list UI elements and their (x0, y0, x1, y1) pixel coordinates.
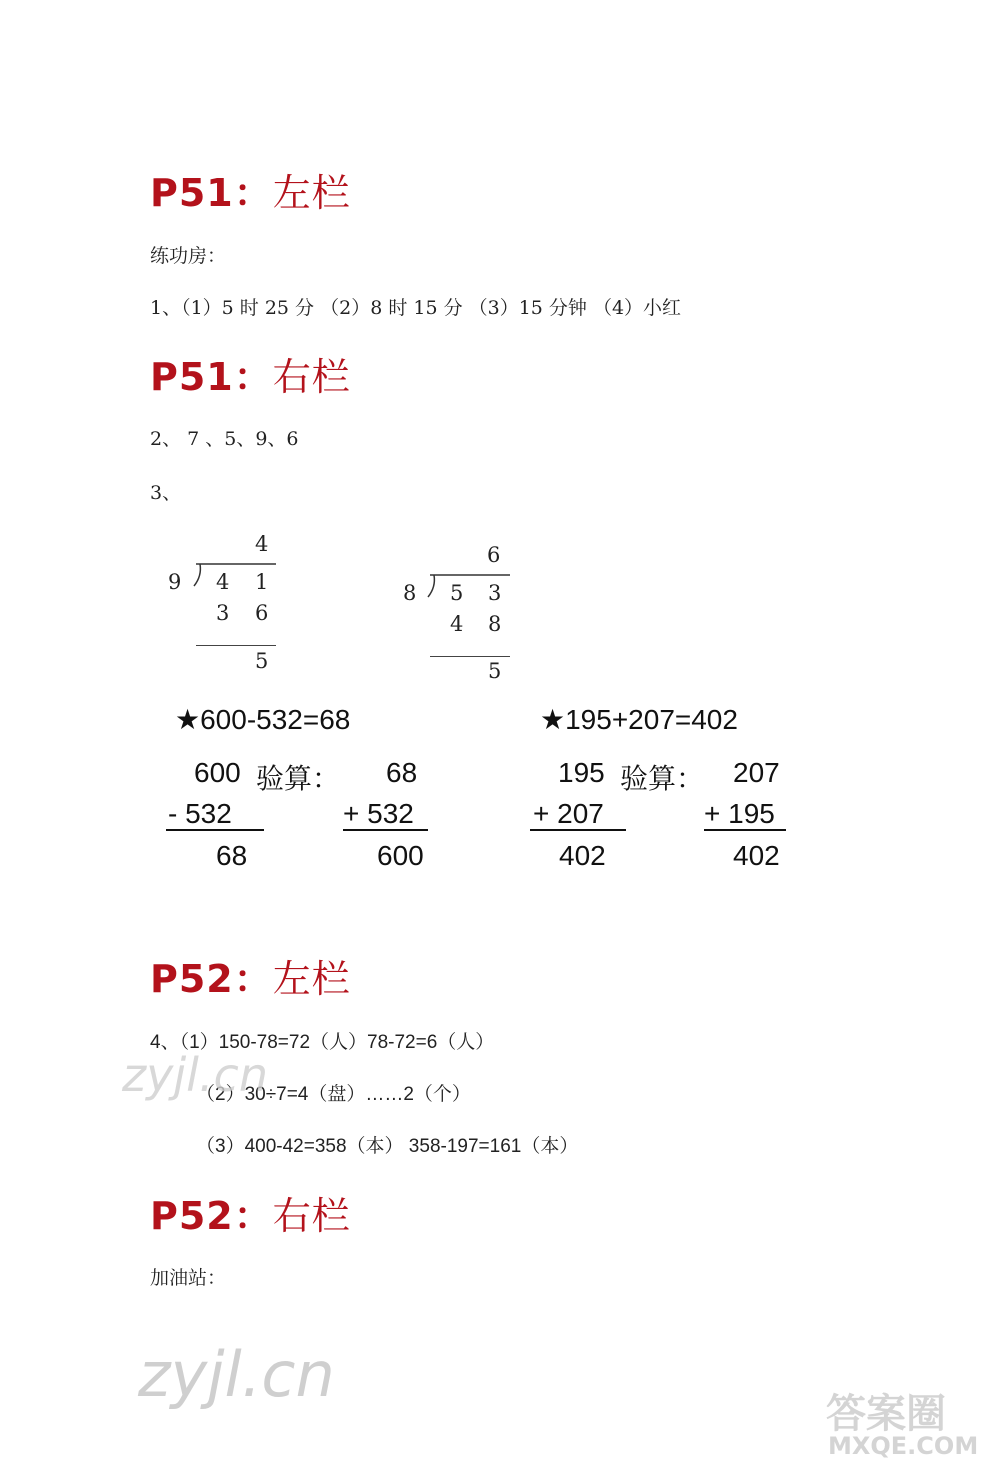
vertical-result: 68 (216, 840, 248, 871)
question-2-answer: 2、 7 、5、9、6 (150, 428, 299, 450)
question-4-part-3: （3）400-42=358（本） 358-197=161（本） (196, 1136, 579, 1157)
vertical-top: 195 (558, 757, 605, 788)
vertical-operand: - 532 (168, 798, 232, 829)
check-top: 207 (733, 757, 780, 788)
sum-line (343, 829, 428, 831)
product-digit: 4 (450, 612, 464, 636)
product-digit: 8 (488, 612, 502, 636)
corner-watermark-url: MXQE.COM (828, 1432, 979, 1460)
vertical-result: 402 (559, 840, 606, 871)
division-bracket (192, 560, 282, 590)
refuel-station-label: 加油站： (150, 1267, 227, 1289)
heading-column: 左栏 (272, 957, 351, 1001)
remainder: 5 (255, 649, 269, 673)
remainder: 5 (488, 659, 502, 683)
dividend-digit: 3 (488, 581, 502, 605)
star-equation-2: ★195+207=402 (540, 704, 738, 735)
question-3-label: 3、 (150, 482, 182, 504)
section-heading-p51-left (150, 162, 351, 217)
star-equation-1: ★600-532=68 (175, 704, 351, 735)
question-4-part-1: 4、（1）150-78=72（人）78-72=6（人） (150, 1032, 495, 1053)
corner-watermark: 答案圈 (826, 1391, 946, 1437)
heading-page: P52： (150, 1194, 273, 1238)
check-result: 402 (733, 840, 780, 871)
heading-column: 右栏 (272, 355, 351, 399)
vertical-operand: + 207 (533, 798, 604, 829)
dividend-digit: 1 (255, 570, 269, 594)
watermark-logo: zyjl.cn (138, 1338, 335, 1411)
sum-line (530, 829, 626, 831)
division-line (196, 645, 276, 646)
sum-line (704, 829, 786, 831)
question-4-part-2: （2）30÷7=4（盘）……2（个） (196, 1084, 471, 1105)
divisor: 8 (403, 581, 417, 605)
divisor: 9 (168, 570, 182, 594)
dividend-digit: 5 (450, 581, 464, 605)
question-1-answer: 1、（1）5 时 25 分 （2）8 时 15 分 （3）15 分钟 （4）小红 (150, 297, 682, 319)
heading-page: P52： (150, 957, 273, 1001)
check-operand: + 532 (343, 798, 414, 829)
product-digit: 6 (255, 601, 269, 625)
check-label: 验算： (620, 763, 705, 794)
check-top: 68 (386, 757, 418, 788)
quotient: 6 (487, 543, 501, 567)
practice-room-label: 练功房： (150, 245, 227, 267)
division-line (430, 656, 510, 657)
sum-line (166, 829, 264, 831)
watermark-logo: zyjl.cn (122, 1048, 268, 1102)
section-heading-p52-left (150, 948, 351, 1003)
check-result: 600 (377, 840, 424, 871)
product-digit: 3 (216, 601, 230, 625)
check-operand: + 195 (704, 798, 775, 829)
check-label: 验算： (256, 763, 341, 794)
section-heading-p51-right (150, 346, 351, 401)
dividend-digit: 4 (216, 570, 230, 594)
section-heading-p52-right (150, 1185, 351, 1240)
quotient: 4 (255, 532, 269, 556)
heading-column: 左栏 (272, 171, 351, 215)
heading-page: P51： (150, 355, 273, 399)
heading-page: P51： (150, 171, 273, 215)
heading-column: 右栏 (272, 1194, 351, 1238)
vertical-top: 600 (194, 757, 241, 788)
division-bracket (426, 571, 516, 601)
